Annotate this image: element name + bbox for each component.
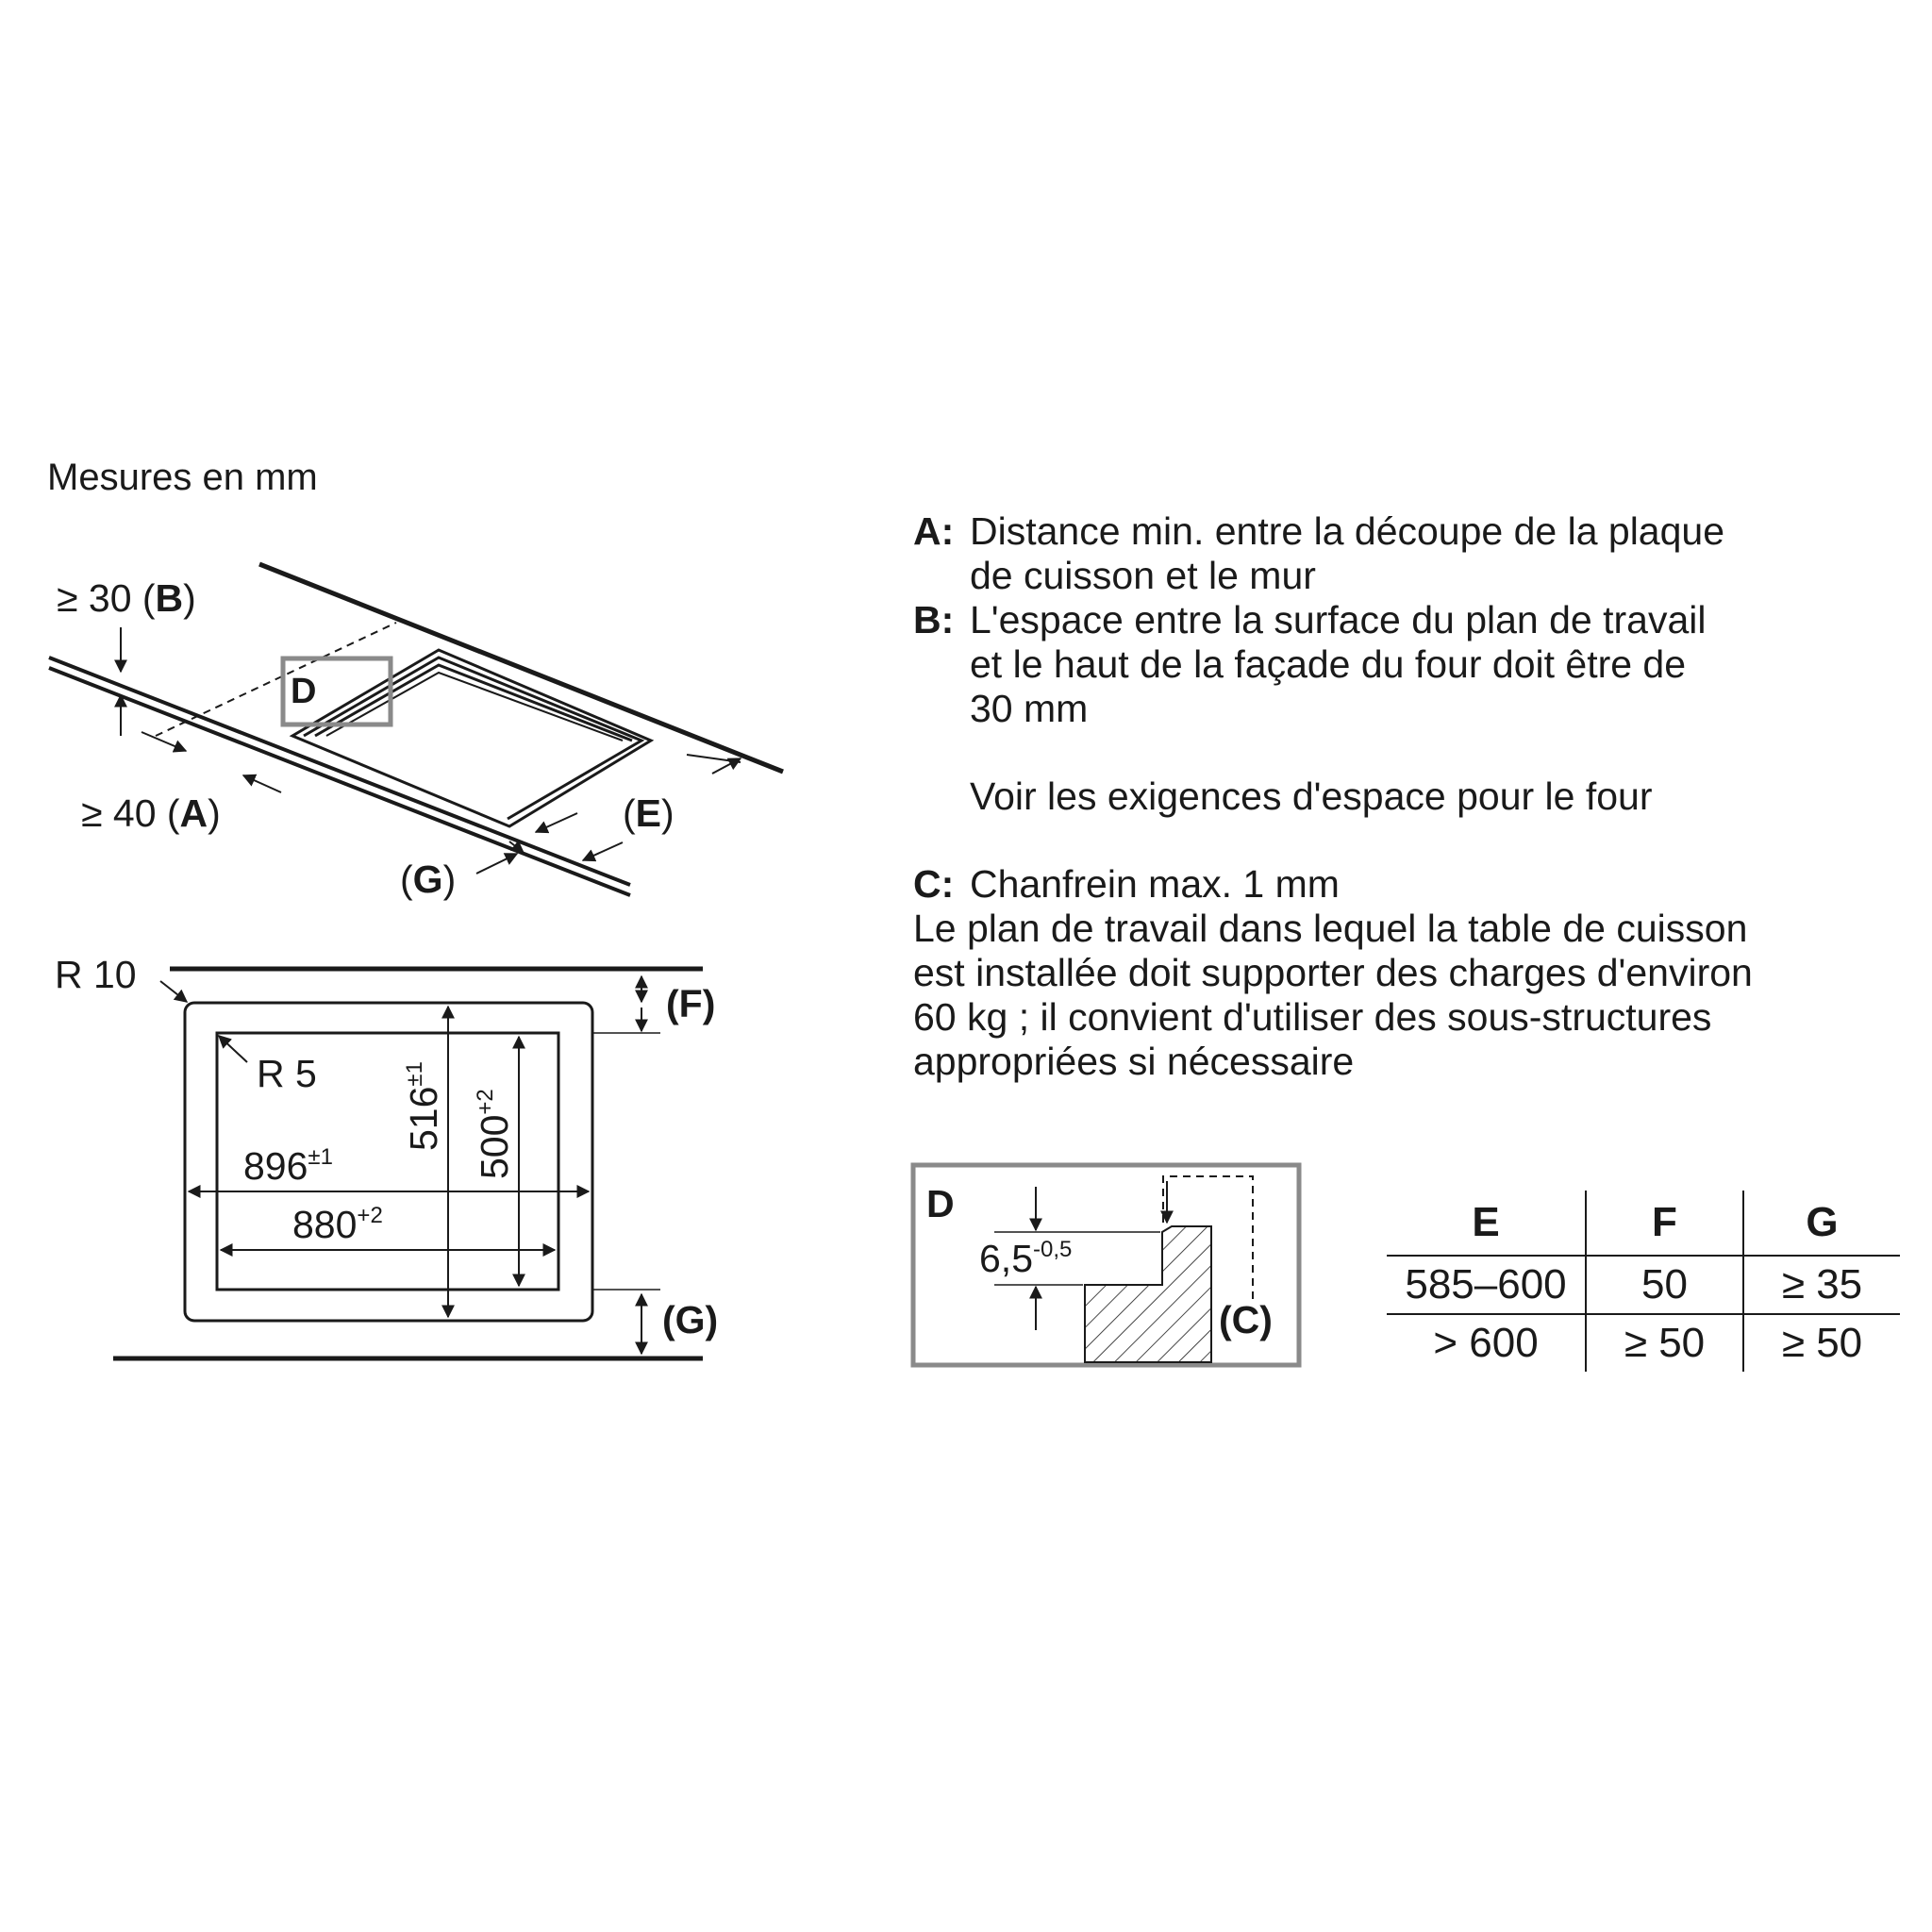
table-row <box>1387 1256 1900 1314</box>
legend <box>913 509 1913 1084</box>
detail-dim: $6,5^{-0,5}$ <box>979 1237 1073 1280</box>
table-cell: 585–600 <box>1387 1256 1586 1314</box>
table-cell: 50 <box>1586 1256 1743 1314</box>
legend-b-note: Voir les exigences d'espace pour le four <box>970 774 1653 818</box>
spacing-table <box>1387 1191 1900 1372</box>
iso-label-e: (E) <box>623 791 675 835</box>
legend-a-text: Distance min. entre la découpe de la plaque de cuisson et le mur <box>970 509 1725 597</box>
table-cell: ≥ 50 <box>1743 1314 1900 1372</box>
legend-b <box>913 598 1913 731</box>
iso-label-g: (G) <box>400 858 457 901</box>
label-r10: R 10 <box>55 953 137 996</box>
table-cell: ≥ 50 <box>1586 1314 1743 1372</box>
page-title: Mesures en mm <box>47 457 318 498</box>
isometric-installation-diagram <box>28 542 877 948</box>
wall-dashed-line <box>156 623 396 736</box>
legend-c <box>913 862 1913 907</box>
table-header-g: G <box>1743 1191 1900 1256</box>
legend-a <box>913 509 1913 598</box>
detail-d-chamfer <box>910 1162 1307 1372</box>
legend-b-key: B: <box>913 598 955 641</box>
legend-c-extra: Le plan de travail dans lequel la table de cuisson est installée doit supporter des charges d'environ 60 kg ; il convient d'utiliser des sous-structures appropriées si nécessaire <box>913 907 1753 1083</box>
worktop-back-edge <box>259 564 783 772</box>
cutout-plan-diagram <box>38 943 792 1368</box>
detail-label-c: (C) <box>1219 1298 1273 1341</box>
legend-a-key: A: <box>913 509 955 553</box>
label-500: $500^{+2}$ <box>473 1089 516 1179</box>
detail-label-d: D <box>926 1182 955 1225</box>
table-header-row <box>1387 1191 1900 1256</box>
table-cell: > 600 <box>1387 1314 1586 1372</box>
label-880: $880^{+2}$ <box>292 1203 383 1246</box>
legend-c-text: Chanfrein max. 1 mm <box>970 862 1340 906</box>
table-header-e: E <box>1472 1199 1500 1245</box>
label-896: $896^{\pm 1}$ <box>243 1144 333 1188</box>
legend-c-key: C: <box>913 862 955 906</box>
table-header-f: F <box>1586 1191 1743 1256</box>
label-r5: R 5 <box>257 1052 317 1095</box>
worktop-front-edge <box>49 658 630 885</box>
table-cell: ≥ 35 <box>1743 1256 1900 1314</box>
worktop-section <box>1085 1226 1211 1362</box>
legend-b-text: L'espace entre la surface du plan de travail et le haut de la façade du four doit être de 30 mm <box>970 598 1707 730</box>
iso-label-a: ≥ 40 (A) <box>81 791 221 835</box>
label-516: $516^{\pm 1}$ <box>402 1061 445 1151</box>
iso-label-b: ≥ 30 (B) <box>57 576 196 620</box>
plan-label-f: (F) <box>666 982 716 1025</box>
plan-label-g: (G) <box>662 1298 719 1341</box>
iso-label-d: D <box>291 672 317 711</box>
table-row <box>1387 1314 1900 1372</box>
